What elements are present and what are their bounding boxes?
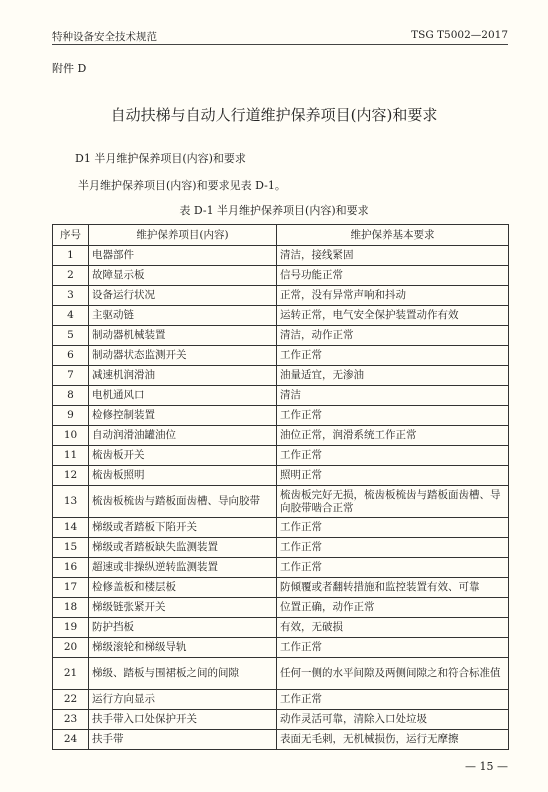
row-item: 扶手带 <box>89 730 277 750</box>
row-item: 减速机润滑油 <box>89 366 277 386</box>
row-requirement: 照明正常 <box>277 466 509 486</box>
table-row <box>53 306 509 326</box>
header-no: 序号 <box>53 225 89 246</box>
row-requirement: 信号功能正常 <box>277 266 509 286</box>
row-number: 24 <box>53 730 89 750</box>
row-number: 18 <box>53 598 89 618</box>
row-item: 电机通风口 <box>89 386 277 406</box>
row-number: 4 <box>53 306 89 326</box>
maintenance-table <box>52 224 509 750</box>
table-row <box>53 446 509 466</box>
header-spec-title: 特种设备安全技术规范 <box>52 31 157 43</box>
table-row <box>53 690 509 710</box>
table-row <box>53 466 509 486</box>
row-item: 自动润滑油罐油位 <box>89 426 277 446</box>
table-row <box>53 558 509 578</box>
table-row <box>53 730 509 750</box>
row-number: 14 <box>53 518 89 538</box>
row-number: 17 <box>53 578 89 598</box>
row-number: 16 <box>53 558 89 578</box>
row-requirement: 表面无毛刺，无机械损伤，运行无摩擦 <box>277 730 509 750</box>
row-item: 电器部件 <box>89 246 277 266</box>
row-number: 3 <box>53 286 89 306</box>
annex-label: 附件 D <box>52 62 87 75</box>
row-number: 19 <box>53 618 89 638</box>
row-item: 主驱动链 <box>89 306 277 326</box>
row-item: 检修控制装置 <box>89 406 277 426</box>
row-number: 23 <box>53 710 89 730</box>
row-requirement: 工作正常 <box>277 638 509 658</box>
row-item: 梯级、踏板与围裙板之间的间隙 <box>89 658 277 690</box>
table-row <box>53 538 509 558</box>
row-requirement: 油位正常，润滑系统工作正常 <box>277 426 509 446</box>
row-number: 7 <box>53 366 89 386</box>
table-row <box>53 486 509 518</box>
row-requirement: 清洁，接线紧固 <box>277 246 509 266</box>
table-row <box>53 366 509 386</box>
row-requirement: 工作正常 <box>277 518 509 538</box>
row-requirement: 工作正常 <box>277 558 509 578</box>
table-row <box>53 426 509 446</box>
row-item: 设备运行状况 <box>89 286 277 306</box>
row-number: 5 <box>53 326 89 346</box>
table-row <box>53 658 509 690</box>
row-number: 9 <box>53 406 89 426</box>
header-requirement: 维护保养基本要求 <box>277 225 509 246</box>
table-row <box>53 246 509 266</box>
row-number: 21 <box>53 658 89 690</box>
row-requirement: 油量适宜，无渗油 <box>277 366 509 386</box>
row-number: 10 <box>53 426 89 446</box>
row-item: 运行方向显示 <box>89 690 277 710</box>
table-row <box>53 326 509 346</box>
row-number: 11 <box>53 446 89 466</box>
row-requirement: 清洁 <box>277 386 509 406</box>
row-requirement: 动作灵活可靠，清除入口处垃圾 <box>277 710 509 730</box>
row-item: 制动器机械装置 <box>89 326 277 346</box>
row-number: 15 <box>53 538 89 558</box>
row-requirement: 工作正常 <box>277 446 509 466</box>
page-number: — 15 — <box>465 760 508 773</box>
row-requirement: 运转正常，电气安全保护装置动作有效 <box>277 306 509 326</box>
row-requirement: 工作正常 <box>277 690 509 710</box>
row-number: 2 <box>53 266 89 286</box>
row-item: 防护挡板 <box>89 618 277 638</box>
row-item: 梯级链张紧开关 <box>89 598 277 618</box>
row-item: 超速或非操纵逆转监测装置 <box>89 558 277 578</box>
row-item: 故障显示板 <box>89 266 277 286</box>
row-number: 20 <box>53 638 89 658</box>
page-title: 自动扶梯与自动人行道维护保养项目(内容)和要求 <box>110 106 438 124</box>
row-item: 梳齿板梳齿与踏板面齿槽、导向胶带 <box>89 486 277 518</box>
table-caption: 表 D-1 半月维护保养项目(内容)和要求 <box>179 204 369 217</box>
row-item: 检修盖板和楼层板 <box>89 578 277 598</box>
section-heading: D1 半月维护保养项目(内容)和要求 <box>75 152 246 165</box>
running-header <box>52 26 508 45</box>
section-paragraph: 半月维护保养项目(内容)和要求见表 D-1。 <box>78 179 286 192</box>
row-item: 梯级或者踏板缺失监测装置 <box>89 538 277 558</box>
header-item: 维护保养项目(内容) <box>89 225 277 246</box>
header-spec-code: TSG T5002—2017 <box>411 29 508 41</box>
table-row <box>53 406 509 426</box>
row-requirement: 梳齿板完好无损，梳齿板梳齿与踏板面齿槽、导向胶带啮合正常 <box>277 486 509 518</box>
table-row <box>53 386 509 406</box>
row-requirement: 位置正确，动作正常 <box>277 598 509 618</box>
row-requirement: 工作正常 <box>277 406 509 426</box>
row-requirement: 防倾覆或者翻转措施和监控装置有效、可靠 <box>277 578 509 598</box>
table-row <box>53 286 509 306</box>
row-item: 梯级滚轮和梯级导轨 <box>89 638 277 658</box>
row-requirement: 清洁，动作正常 <box>277 326 509 346</box>
table-row <box>53 346 509 366</box>
row-item: 制动器状态监测开关 <box>89 346 277 366</box>
row-item: 梯级或者踏板下陷开关 <box>89 518 277 538</box>
table-row <box>53 578 509 598</box>
row-requirement: 工作正常 <box>277 538 509 558</box>
table-row <box>53 598 509 618</box>
row-number: 8 <box>53 386 89 406</box>
row-requirement: 正常，没有异常声响和抖动 <box>277 286 509 306</box>
row-requirement: 工作正常 <box>277 346 509 366</box>
table-row <box>53 618 509 638</box>
row-item: 扶手带入口处保护开关 <box>89 710 277 730</box>
row-item: 梳齿板照明 <box>89 466 277 486</box>
table-header-row <box>53 225 509 246</box>
row-item: 梳齿板开关 <box>89 446 277 466</box>
row-requirement: 有效，无破损 <box>277 618 509 638</box>
row-number: 6 <box>53 346 89 366</box>
table-body <box>53 246 509 750</box>
row-number: 22 <box>53 690 89 710</box>
row-requirement: 任何一侧的水平间隙及两侧间隙之和符合标准值 <box>277 658 509 690</box>
row-number: 1 <box>53 246 89 266</box>
table-row <box>53 710 509 730</box>
table-row <box>53 518 509 538</box>
row-number: 13 <box>53 486 89 518</box>
table-row <box>53 266 509 286</box>
row-number: 12 <box>53 466 89 486</box>
table-row <box>53 638 509 658</box>
